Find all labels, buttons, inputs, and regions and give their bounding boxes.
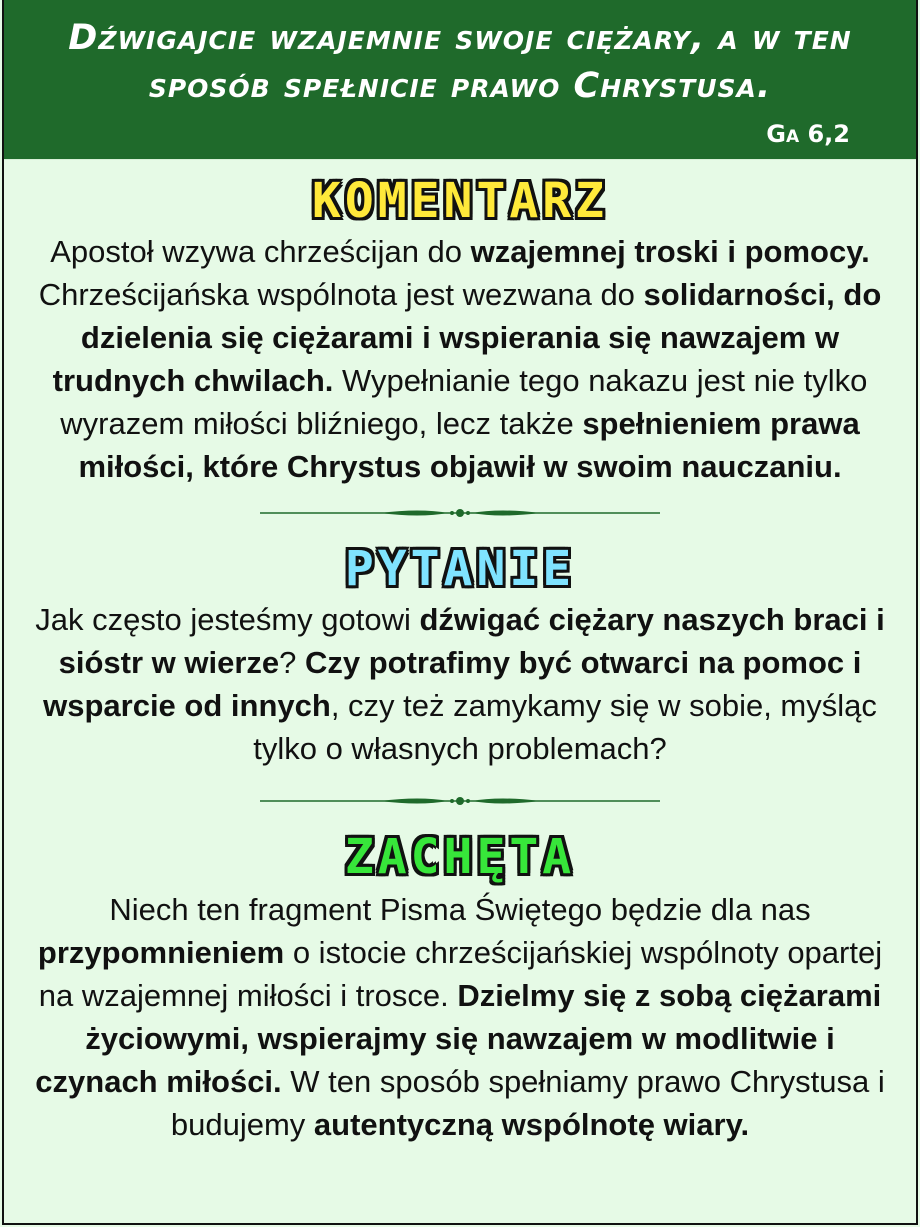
- ornament-divider: [260, 794, 660, 808]
- section-body-komentarz: [32, 230, 888, 488]
- verse-header: [4, 0, 916, 160]
- text-run: W ten sposób spełniamy prawo Chrystusa i budujemy: [170, 1064, 885, 1142]
- scripture-verse: Dźwigajcie wzajemnie swoje ciężary, a w ten sposób spełnicie prawo Chrystusa.: [68, 18, 852, 106]
- emphasized-text: wzajemnej troski i pomocy.: [470, 234, 870, 269]
- section-title-komentarz: KOMENTARZ: [311, 173, 609, 229]
- emphasized-text: przypomnieniem: [37, 935, 285, 970]
- emphasized-text: spełnieniem prawa miłości, które Chrystus objawił w swoim nauczaniu.: [78, 406, 860, 484]
- section-body-pytanie: [32, 598, 888, 770]
- text-run: Apostoł wzywa chrześcijan do: [50, 234, 471, 269]
- text-run: ?: [279, 645, 305, 680]
- text-run: Niech ten fragment Pisma Świętego będzie dla nas: [109, 892, 811, 927]
- text-run: , czy też zamykamy się w sobie, myśląc tylko o własnych problemach?: [253, 688, 877, 766]
- text-run: o istocie chrześcijańskiej wspólnoty opartej na wzajemnej miłości i trosce.: [38, 935, 883, 1013]
- emphasized-text: Czy potrafimy być otwarci na pomoc i wsparcie od innych: [43, 645, 862, 723]
- text-run: Jak często jesteśmy gotowi: [35, 602, 420, 637]
- emphasized-text: dźwigać ciężary naszych braci i sióstr w wierze: [58, 602, 885, 680]
- emphasized-text: Dzielmy się z sobą ciężarami życiowymi, wspierajmy się nawzajem w modlitwie i czynach miłości.: [35, 978, 882, 1099]
- section-title-pytanie: PYTANIE: [344, 541, 576, 597]
- emphasized-text: autentyczną wspólnotę wiary.: [313, 1107, 750, 1142]
- text-run: Wypełnianie tego nakazu jest nie tylko wyrazem miłości bliźniego, lecz także: [60, 363, 868, 441]
- section-title-zacheta: ZACHĘTA: [344, 829, 576, 885]
- text-run: Chrześcijańska wspólnota jest wezwana do: [38, 277, 644, 312]
- ornament-divider: [260, 506, 660, 520]
- emphasized-text: solidarności, do dzielenia się ciężarami i wspierania się nawzajem w trudnych chwilach.: [52, 277, 882, 398]
- scripture-reference: Ga 6,2: [766, 120, 850, 148]
- section-body-zacheta: [32, 888, 888, 1146]
- devotional-card: [2, 0, 918, 1225]
